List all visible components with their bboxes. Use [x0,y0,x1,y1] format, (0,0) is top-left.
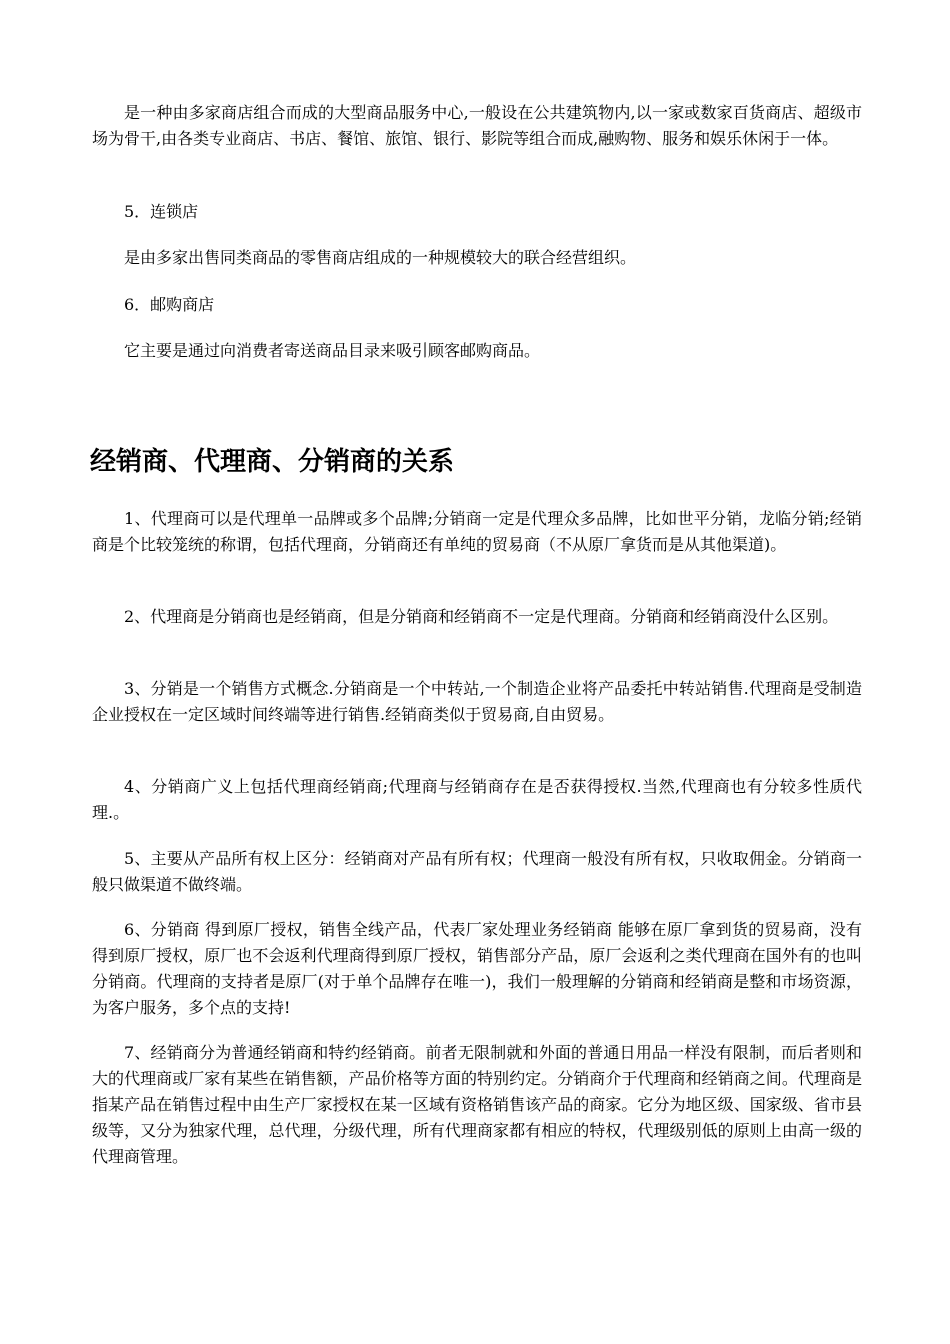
relation-paragraph-7: 7、经销商分为普通经销商和特约经销商。前者无限制就和外面的普通日用品一样没有限制，而后者则和大的代理商或厂家有某些在销售额，产品价格等方面的特别约定。分销商介于代理商和经销商之间。代理商是指某产品在销售过程中由生产厂家授权在某一区域有资格销售该产品的商家。它分为地区级、国家级、省市县级等，又分为独家代理，总代理，分级代理，所有代理商家都有相应的特权，代理级别低的原则上由高一级的代理商管理。 [92,1043,862,1166]
relation-paragraph-5: 5、主要从产品所有权上区分：经销商对产品有所有权；代理商一般没有所有权，只收取佣金。分销商一般只做渠道不做终端。 [92,849,862,894]
item-6-title: 6．邮购商店 [124,295,215,314]
intro-paragraph: 是一种由多家商店组合而成的大型商品服务中心,一般设在公共建筑物内,以一家或数家百货商店、超级市场为骨干,由各类专业商店、书店、餐馆、旅馆、银行、影院等组合而成,融购物、服务和娱乐休闲于一体。 [92,103,862,148]
item-6-body: 它主要是通过向消费者寄送商品目录来吸引顾客邮购商品。 [124,341,541,360]
relation-paragraph-6: 6、分销商 得到原厂授权，销售全线产品，代表厂家处理业务经销商 能够在原厂拿到货的贸易商，没有得到原厂授权，原厂也不会返利代理商得到原厂授权，销售部分产品，原厂会返利之类代理商在国外有的也叫分销商。代理商的支持者是原厂(对于单个品牌存在唯一)，我们一般理解的分销商和经销商是整和市场资源，为客户服务，多个点的支持! [92,920,862,1017]
relation-paragraph-2: 2、代理商是分销商也是经销商，但是分销商和经销商不一定是代理商。分销商和经销商没什么区别。 [124,607,839,626]
section-heading: 经销商、代理商、分销商的关系 [90,447,455,477]
item-5-body: 是由多家出售同类商品的零售商店组成的一种规模较大的联合经营组织。 [124,248,637,267]
relation-paragraph-3: 3、分销是一个销售方式概念.分销商是一个中转站,一个制造企业将产品委托中转站销售.代理商是受制造企业授权在一定区域时间终端等进行销售.经销商类似于贸易商,自由贸易。 [92,679,862,724]
relation-paragraph-1: 1、代理商可以是代理单一品牌或多个品牌;分销商一定是代理众多品牌，比如世平分销，龙临分销;经销商是个比较笼统的称谓，包括代理商，分销商还有单纯的贸易商（不从原厂拿货而是从其他渠道)。 [92,509,862,554]
relation-paragraph-4: 4、分销商广义上包括代理商经销商;代理商与经销商存在是否获得授权.当然,代理商也有分较多性质代理.。 [92,777,862,822]
item-5-title: 5．连锁店 [124,202,199,221]
